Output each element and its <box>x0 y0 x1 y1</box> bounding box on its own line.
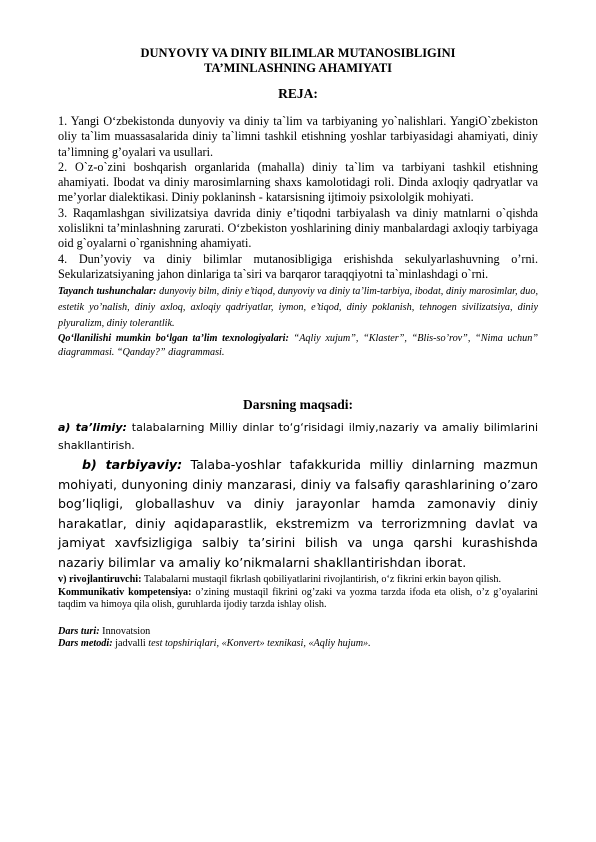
teaching-technologies <box>58 332 538 359</box>
document-page <box>58 46 538 651</box>
lesson-method-label: Dars metodi: <box>58 638 113 650</box>
goal-upbringing-text: Talaba-yoshlar tafakkurida milliy dinlarning mazmun mohiyati, dunyoning diniy manzarasi, diniy va falsafiy qarashlarining o’zaro bog’liqligi, globallashuv va diniy jarayonlar hamda zamonaviy diniy harakatlar, diniy aqidaparastlik, ekstremizm va terrorizmning davlat va jamiyat xavfsizligiga salbiy ta’sirini bilish va unga qarshi kurashishda nazariy bilimlar va amaliy ko’nikmalarni shakllantirishdan iborat. <box>58 457 538 570</box>
teaching-technologies-text: “Aqliy xujum”, “Klaster”, “Blis-so’rov”, “Nima uchun” diagrammasi. “Qanday?” diagrammasi. <box>58 333 538 358</box>
teaching-technologies-label: Qo‘llanilishi mumkin bo‘lgan ta’lim texnologiyalari: <box>58 333 289 345</box>
goal-upbringing-label: b) tarbiyaviy: <box>82 457 183 473</box>
key-concepts <box>58 284 538 332</box>
goal-educational-label: a) ta’limiy: <box>58 421 127 435</box>
lesson-method-techniques: test topshiriqlari, «Konvert» texnikasi, «Aqliy hujum». <box>145 638 371 650</box>
lesson-type-label: Dars turi: <box>58 625 100 637</box>
document-title-line-2: TA’MINLASHNING AHAMIYATI <box>203 61 393 75</box>
key-concepts-text: dunyoviy bilm, diniy e’tiqod, dunyoviy va diniy ta’lim-tarbiya, ibodat, diniy marosimlar, duo, estetik yo’nalish, diniy axloq, axloqiy qadriyatlar, iymon, e’tiqod, diniy poklanish, tehnogen sivilizatsiya, diniy plyuralizm, diniy tolerantlik. <box>58 286 539 330</box>
goal-communicative-text: o’zining mustaqil fikrini og’zaki va yozma tarzda ifoda eta olish, o’z g’oyalarini taqdim va himoya qila olish, guruhlarda ijodiy tarzda ishlay olish. <box>58 586 538 611</box>
plan-item-4: 4. Dun’yoviy va diniy bilimlar mutanosibligiga erishishda sekulyarlashuvning o’rni. Sekularizatsiyaning jahon dinlariga ta`siri va barqaror taraqqiyotni ta`minlashdagi o`rni. <box>58 251 538 281</box>
plan-item-2: 2. O`z-o`zini boshqarish organlarida (mahalla) diniy ta`lim va tarbiyani tashkil etishning ahamiyati. Ibodat va diniy marosimlarning shaxs kamolotidagi roli. Dinda axloqiy qadryatlar va me’yorlar dialektikasi. Diniy poklaninsh - katarsisning ijtimoiy psixololgik mohiyati. <box>58 159 538 205</box>
plan-heading: REJA: <box>278 86 318 101</box>
key-concepts-label: Tayanch tushunchalar: <box>58 286 157 298</box>
plan-item-3: 3. Raqamlashgan sivilizatsiya davrida diniy e’tiqodni tarbiyalash va diniy matnlarni o`qishda xolislikni ta’minlashning zarurati. O‘zbekiston yoshlarining diniy manbalardagi axloqiy tarbiyaga oid g`oyalarni o`rganishning ahamiyati. <box>58 205 538 251</box>
goal-upbringing <box>58 455 538 572</box>
goal-educational <box>58 419 538 455</box>
goal-educational-text: talabalarning Milliy dinlar to‘g‘risidagi ilmiy,nazariy va amaliy bilimlarini shakllantirish. <box>58 421 538 453</box>
document-title-line-1: DUNYOVIY VA DINIY BILIMLAR MUTANOSIBLIGINI <box>140 46 456 60</box>
goal-developmental-label: v) rivojlantiruvchi: <box>58 574 142 586</box>
plan-item-1: 1. Yangi O‘zbekistonda dunyoviy va diniy ta`lim va tarbiyaning yo`nalishlari. YangiO`zbekiston oliy ta`lim muassasalarida diniy ta`limni tashkil etishning yoshlar tarbiyasidagi ahamiyati, diniy ta’limning g’oyalari va usullari. <box>58 114 538 159</box>
goal-developmental-text: Talabalarni mustaqil fikrlash qobiliyatlarini rivojlantirish, o‘z fikrini erkin bayon qilish. <box>141 574 502 586</box>
lesson-type <box>58 626 538 639</box>
lesson-type-text: Innovatsion <box>99 625 151 637</box>
goal-communicative-label: Kommunikativ kompetensiya: <box>58 586 192 598</box>
lesson-goal-heading: Darsning maqsadi: <box>243 397 353 413</box>
goal-developmental <box>58 574 538 587</box>
lesson-method <box>58 638 538 651</box>
lesson-method-text: jadvalli <box>112 638 146 650</box>
goal-communicative <box>58 587 538 612</box>
